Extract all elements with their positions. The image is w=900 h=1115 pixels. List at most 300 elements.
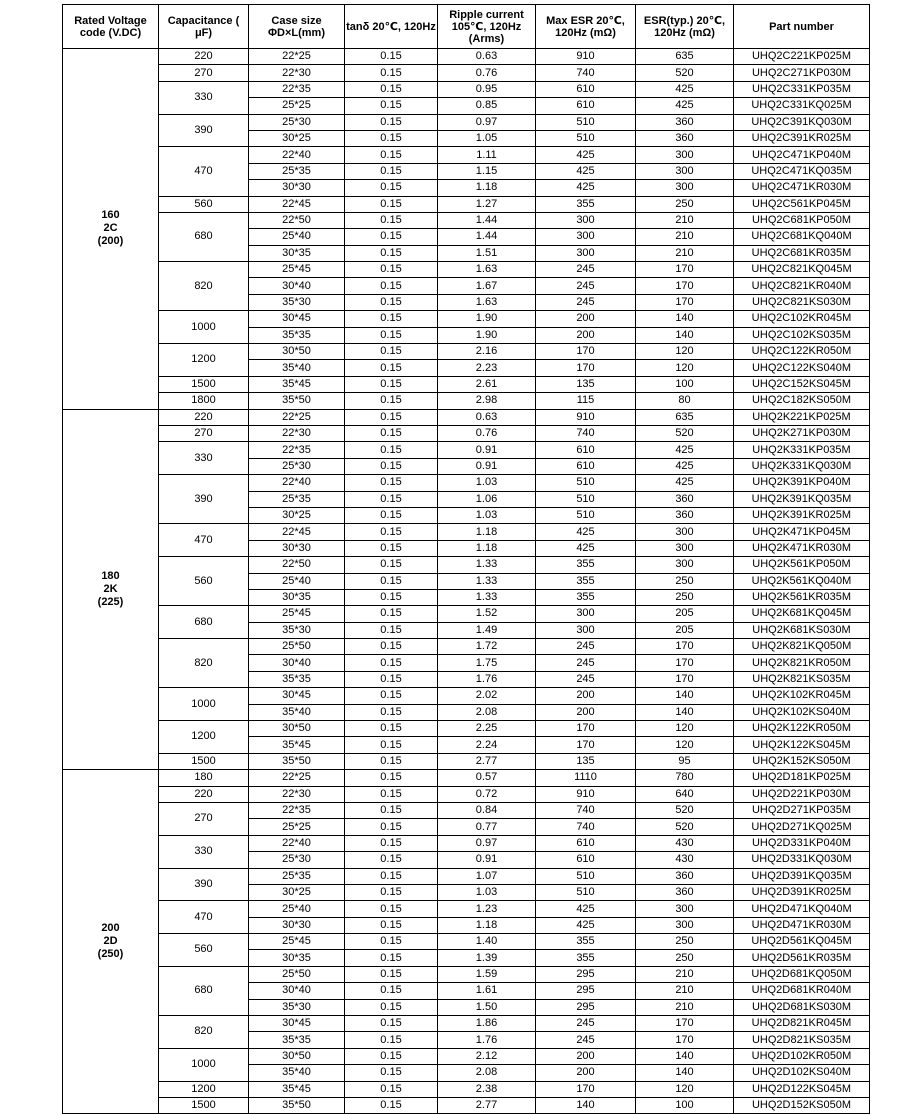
max-esr-cell: 610 bbox=[536, 458, 636, 474]
part-number-cell: UHQ2D102KS040M bbox=[734, 1065, 870, 1081]
max-esr-cell: 170 bbox=[536, 1081, 636, 1097]
esr-typ-cell: 360 bbox=[636, 884, 734, 900]
max-esr-cell: 910 bbox=[536, 409, 636, 425]
case-size-cell: 22*30 bbox=[249, 786, 345, 802]
ripple-current-cell: 1.40 bbox=[438, 934, 536, 950]
esr-typ-cell: 300 bbox=[636, 901, 734, 917]
max-esr-cell: 300 bbox=[536, 245, 636, 261]
max-esr-cell: 355 bbox=[536, 557, 636, 573]
case-size-cell: 22*35 bbox=[249, 442, 345, 458]
tan-delta-cell: 0.15 bbox=[345, 835, 438, 851]
tan-delta-cell: 0.15 bbox=[345, 458, 438, 474]
capacitance-cell: 1500 bbox=[159, 753, 249, 769]
part-number-cell: UHQ2K391KQ035M bbox=[734, 491, 870, 507]
part-number-cell: UHQ2D331KQ030M bbox=[734, 852, 870, 868]
ripple-current-cell: 0.63 bbox=[438, 409, 536, 425]
tan-delta-cell: 0.15 bbox=[345, 573, 438, 589]
ripple-current-cell: 2.12 bbox=[438, 1048, 536, 1064]
case-size-cell: 22*45 bbox=[249, 196, 345, 212]
table-row bbox=[63, 344, 870, 360]
case-size-cell: 35*35 bbox=[249, 1032, 345, 1048]
tan-delta-cell: 0.15 bbox=[345, 49, 438, 65]
ripple-current-cell: 1.18 bbox=[438, 524, 536, 540]
case-size-cell: 30*40 bbox=[249, 278, 345, 294]
tan-delta-cell: 0.15 bbox=[345, 688, 438, 704]
esr-typ-cell: 250 bbox=[636, 589, 734, 605]
max-esr-cell: 170 bbox=[536, 737, 636, 753]
esr-typ-cell: 140 bbox=[636, 311, 734, 327]
ripple-current-cell: 0.91 bbox=[438, 458, 536, 474]
table-row bbox=[63, 770, 870, 786]
max-esr-cell: 135 bbox=[536, 753, 636, 769]
ripple-current-cell: 1.59 bbox=[438, 966, 536, 982]
case-size-cell: 30*40 bbox=[249, 983, 345, 999]
esr-typ-cell: 140 bbox=[636, 327, 734, 343]
esr-typ-cell: 170 bbox=[636, 671, 734, 687]
max-esr-cell: 510 bbox=[536, 475, 636, 491]
part-number-cell: UHQ2C391KR025M bbox=[734, 130, 870, 146]
ripple-current-cell: 2.61 bbox=[438, 376, 536, 392]
table-row bbox=[63, 868, 870, 884]
tan-delta-cell: 0.15 bbox=[345, 262, 438, 278]
table-row bbox=[63, 753, 870, 769]
max-esr-cell: 170 bbox=[536, 360, 636, 376]
tan-delta-cell: 0.15 bbox=[345, 229, 438, 245]
capacitance-cell: 180 bbox=[159, 770, 249, 786]
tan-delta-cell: 0.15 bbox=[345, 639, 438, 655]
tan-delta-cell: 0.15 bbox=[345, 360, 438, 376]
ripple-current-cell: 1.07 bbox=[438, 868, 536, 884]
part-number-cell: UHQ2K821KS035M bbox=[734, 671, 870, 687]
part-number-cell: UHQ2K561KP050M bbox=[734, 557, 870, 573]
part-number-cell: UHQ2K391KP040M bbox=[734, 475, 870, 491]
case-size-cell: 30*30 bbox=[249, 180, 345, 196]
table-row bbox=[63, 81, 870, 97]
case-size-cell: 35*30 bbox=[249, 622, 345, 638]
rated-voltage-line: 2K bbox=[103, 582, 118, 595]
part-number-cell: UHQ2D271KP035M bbox=[734, 802, 870, 818]
max-esr-cell: 245 bbox=[536, 278, 636, 294]
case-size-cell: 35*50 bbox=[249, 393, 345, 409]
capacitance-cell: 470 bbox=[159, 901, 249, 934]
tan-delta-cell: 0.15 bbox=[345, 802, 438, 818]
esr-typ-cell: 635 bbox=[636, 49, 734, 65]
max-esr-cell: 245 bbox=[536, 1032, 636, 1048]
ripple-current-cell: 1.05 bbox=[438, 130, 536, 146]
table-row bbox=[63, 65, 870, 81]
capacitance-cell: 1200 bbox=[159, 344, 249, 377]
header-max-esr: Max ESR 20℃, 120Hz (mΩ) bbox=[536, 5, 636, 49]
ripple-current-cell: 2.23 bbox=[438, 360, 536, 376]
max-esr-cell: 510 bbox=[536, 491, 636, 507]
esr-typ-cell: 170 bbox=[636, 1016, 734, 1032]
ripple-current-cell: 1.50 bbox=[438, 999, 536, 1015]
max-esr-cell: 910 bbox=[536, 49, 636, 65]
case-size-cell: 22*40 bbox=[249, 475, 345, 491]
esr-typ-cell: 250 bbox=[636, 934, 734, 950]
capacitance-cell: 820 bbox=[159, 639, 249, 688]
max-esr-cell: 200 bbox=[536, 311, 636, 327]
ripple-current-cell: 1.44 bbox=[438, 229, 536, 245]
part-number-cell: UHQ2D331KP040M bbox=[734, 835, 870, 851]
ripple-current-cell: 1.03 bbox=[438, 507, 536, 523]
part-number-cell: UHQ2K102KR045M bbox=[734, 688, 870, 704]
part-number-cell: UHQ2D391KR025M bbox=[734, 884, 870, 900]
esr-typ-cell: 140 bbox=[636, 688, 734, 704]
capacitance-cell: 390 bbox=[159, 475, 249, 524]
esr-typ-cell: 170 bbox=[636, 639, 734, 655]
header-row bbox=[63, 5, 870, 49]
case-size-cell: 22*30 bbox=[249, 65, 345, 81]
max-esr-cell: 510 bbox=[536, 507, 636, 523]
tan-delta-cell: 0.15 bbox=[345, 999, 438, 1015]
esr-typ-cell: 425 bbox=[636, 442, 734, 458]
max-esr-cell: 510 bbox=[536, 130, 636, 146]
ripple-current-cell: 2.98 bbox=[438, 393, 536, 409]
esr-typ-cell: 360 bbox=[636, 130, 734, 146]
table-row bbox=[63, 393, 870, 409]
part-number-cell: UHQ2K821KQ050M bbox=[734, 639, 870, 655]
ripple-current-cell: 2.02 bbox=[438, 688, 536, 704]
case-size-cell: 30*50 bbox=[249, 721, 345, 737]
max-esr-cell: 245 bbox=[536, 294, 636, 310]
esr-typ-cell: 360 bbox=[636, 114, 734, 130]
part-number-cell: UHQ2K122KR050M bbox=[734, 721, 870, 737]
max-esr-cell: 140 bbox=[536, 1098, 636, 1114]
part-number-cell: UHQ2K471KR030M bbox=[734, 540, 870, 556]
case-size-cell: 22*50 bbox=[249, 212, 345, 228]
ripple-current-cell: 0.76 bbox=[438, 425, 536, 441]
tan-delta-cell: 0.15 bbox=[345, 327, 438, 343]
part-number-cell: UHQ2K471KP045M bbox=[734, 524, 870, 540]
max-esr-cell: 200 bbox=[536, 1065, 636, 1081]
part-number-cell: UHQ2C152KS045M bbox=[734, 376, 870, 392]
esr-typ-cell: 300 bbox=[636, 524, 734, 540]
ripple-current-cell: 2.77 bbox=[438, 753, 536, 769]
part-number-cell: UHQ2C331KP035M bbox=[734, 81, 870, 97]
part-number-cell: UHQ2C331KQ025M bbox=[734, 98, 870, 114]
esr-typ-cell: 360 bbox=[636, 507, 734, 523]
max-esr-cell: 300 bbox=[536, 606, 636, 622]
esr-typ-cell: 170 bbox=[636, 655, 734, 671]
table-row bbox=[63, 425, 870, 441]
tan-delta-cell: 0.15 bbox=[345, 130, 438, 146]
max-esr-cell: 200 bbox=[536, 704, 636, 720]
max-esr-cell: 740 bbox=[536, 65, 636, 81]
ripple-current-cell: 1.76 bbox=[438, 671, 536, 687]
tan-delta-cell: 0.15 bbox=[345, 622, 438, 638]
ripple-current-cell: 0.57 bbox=[438, 770, 536, 786]
table-row bbox=[63, 409, 870, 425]
rated-voltage-line: 200 bbox=[101, 922, 120, 935]
ripple-current-cell: 0.85 bbox=[438, 98, 536, 114]
capacitance-cell: 1800 bbox=[159, 393, 249, 409]
esr-typ-cell: 95 bbox=[636, 753, 734, 769]
capacitance-cell: 1500 bbox=[159, 376, 249, 392]
capacitance-cell: 820 bbox=[159, 1016, 249, 1049]
case-size-cell: 30*45 bbox=[249, 311, 345, 327]
ripple-current-cell: 0.91 bbox=[438, 852, 536, 868]
case-size-cell: 25*45 bbox=[249, 934, 345, 950]
max-esr-cell: 245 bbox=[536, 262, 636, 278]
table-row bbox=[63, 212, 870, 228]
capacitance-cell: 560 bbox=[159, 196, 249, 212]
ripple-current-cell: 0.63 bbox=[438, 49, 536, 65]
max-esr-cell: 425 bbox=[536, 540, 636, 556]
part-number-cell: UHQ2C102KS035M bbox=[734, 327, 870, 343]
ripple-current-cell: 1.03 bbox=[438, 475, 536, 491]
max-esr-cell: 425 bbox=[536, 917, 636, 933]
case-size-cell: 25*50 bbox=[249, 639, 345, 655]
table-row bbox=[63, 376, 870, 392]
case-size-cell: 25*50 bbox=[249, 966, 345, 982]
tan-delta-cell: 0.15 bbox=[345, 852, 438, 868]
tan-delta-cell: 0.15 bbox=[345, 917, 438, 933]
tan-delta-cell: 0.15 bbox=[345, 311, 438, 327]
ripple-current-cell: 1.06 bbox=[438, 491, 536, 507]
esr-typ-cell: 520 bbox=[636, 802, 734, 818]
tan-delta-cell: 0.15 bbox=[345, 1098, 438, 1114]
table-row bbox=[63, 442, 870, 458]
table-row bbox=[63, 786, 870, 802]
header-part-number: Part number bbox=[734, 5, 870, 49]
ripple-current-cell: 2.16 bbox=[438, 344, 536, 360]
ripple-current-cell: 2.24 bbox=[438, 737, 536, 753]
ripple-current-cell: 1.44 bbox=[438, 212, 536, 228]
ripple-current-cell: 1.63 bbox=[438, 294, 536, 310]
table-row bbox=[63, 557, 870, 573]
esr-typ-cell: 430 bbox=[636, 835, 734, 851]
case-size-cell: 35*45 bbox=[249, 737, 345, 753]
case-size-cell: 25*25 bbox=[249, 819, 345, 835]
case-size-cell: 30*40 bbox=[249, 655, 345, 671]
ripple-current-cell: 1.49 bbox=[438, 622, 536, 638]
table-row bbox=[63, 1081, 870, 1097]
esr-typ-cell: 300 bbox=[636, 147, 734, 163]
ripple-current-cell: 2.77 bbox=[438, 1098, 536, 1114]
ripple-current-cell: 1.86 bbox=[438, 1016, 536, 1032]
ripple-current-cell: 0.97 bbox=[438, 114, 536, 130]
esr-typ-cell: 425 bbox=[636, 81, 734, 97]
part-number-cell: UHQ2K681KS030M bbox=[734, 622, 870, 638]
esr-typ-cell: 250 bbox=[636, 950, 734, 966]
tan-delta-cell: 0.15 bbox=[345, 557, 438, 573]
case-size-cell: 22*35 bbox=[249, 81, 345, 97]
tan-delta-cell: 0.15 bbox=[345, 589, 438, 605]
part-number-cell: UHQ2D681KS030M bbox=[734, 999, 870, 1015]
esr-typ-cell: 120 bbox=[636, 1081, 734, 1097]
case-size-cell: 25*45 bbox=[249, 262, 345, 278]
esr-typ-cell: 210 bbox=[636, 999, 734, 1015]
case-size-cell: 30*25 bbox=[249, 130, 345, 146]
ripple-current-cell: 0.97 bbox=[438, 835, 536, 851]
max-esr-cell: 910 bbox=[536, 786, 636, 802]
tan-delta-cell: 0.15 bbox=[345, 786, 438, 802]
case-size-cell: 30*35 bbox=[249, 950, 345, 966]
tan-delta-cell: 0.15 bbox=[345, 278, 438, 294]
part-number-cell: UHQ2D122KS045M bbox=[734, 1081, 870, 1097]
ripple-current-cell: 1.15 bbox=[438, 163, 536, 179]
max-esr-cell: 510 bbox=[536, 114, 636, 130]
case-size-cell: 22*50 bbox=[249, 557, 345, 573]
ripple-current-cell: 1.23 bbox=[438, 901, 536, 917]
max-esr-cell: 1110 bbox=[536, 770, 636, 786]
ripple-current-cell: 2.25 bbox=[438, 721, 536, 737]
capacitance-cell: 470 bbox=[159, 147, 249, 196]
esr-typ-cell: 520 bbox=[636, 65, 734, 81]
part-number-cell: UHQ2D152KS050M bbox=[734, 1098, 870, 1114]
tan-delta-cell: 0.15 bbox=[345, 655, 438, 671]
case-size-cell: 30*45 bbox=[249, 688, 345, 704]
case-size-cell: 25*40 bbox=[249, 573, 345, 589]
ripple-current-cell: 0.91 bbox=[438, 442, 536, 458]
esr-typ-cell: 520 bbox=[636, 425, 734, 441]
max-esr-cell: 115 bbox=[536, 393, 636, 409]
ripple-current-cell: 0.76 bbox=[438, 65, 536, 81]
capacitance-cell: 1000 bbox=[159, 688, 249, 721]
esr-typ-cell: 120 bbox=[636, 721, 734, 737]
table-row bbox=[63, 966, 870, 982]
max-esr-cell: 245 bbox=[536, 1016, 636, 1032]
esr-typ-cell: 140 bbox=[636, 1048, 734, 1064]
part-number-cell: UHQ2K821KR050M bbox=[734, 655, 870, 671]
case-size-cell: 30*30 bbox=[249, 917, 345, 933]
esr-typ-cell: 210 bbox=[636, 229, 734, 245]
tan-delta-cell: 0.15 bbox=[345, 524, 438, 540]
part-number-cell: UHQ2C102KR045M bbox=[734, 311, 870, 327]
esr-typ-cell: 170 bbox=[636, 294, 734, 310]
ripple-current-cell: 2.38 bbox=[438, 1081, 536, 1097]
capacitance-cell: 560 bbox=[159, 557, 249, 606]
tan-delta-cell: 0.15 bbox=[345, 934, 438, 950]
esr-typ-cell: 425 bbox=[636, 475, 734, 491]
rated-voltage-line: 2D bbox=[103, 935, 118, 948]
max-esr-cell: 135 bbox=[536, 376, 636, 392]
esr-typ-cell: 250 bbox=[636, 196, 734, 212]
tan-delta-cell: 0.15 bbox=[345, 671, 438, 687]
esr-typ-cell: 210 bbox=[636, 245, 734, 261]
table-row bbox=[63, 196, 870, 212]
part-number-cell: UHQ2K271KP030M bbox=[734, 425, 870, 441]
case-size-cell: 30*45 bbox=[249, 1016, 345, 1032]
rated-voltage-cell bbox=[63, 409, 159, 770]
part-number-cell: UHQ2K102KS040M bbox=[734, 704, 870, 720]
case-size-cell: 30*30 bbox=[249, 540, 345, 556]
esr-typ-cell: 210 bbox=[636, 983, 734, 999]
case-size-cell: 35*40 bbox=[249, 704, 345, 720]
esr-typ-cell: 300 bbox=[636, 557, 734, 573]
esr-typ-cell: 300 bbox=[636, 180, 734, 196]
tan-delta-cell: 0.15 bbox=[345, 425, 438, 441]
case-size-cell: 22*40 bbox=[249, 147, 345, 163]
ripple-current-cell: 1.27 bbox=[438, 196, 536, 212]
part-number-cell: UHQ2C821KQ045M bbox=[734, 262, 870, 278]
tan-delta-cell: 0.15 bbox=[345, 65, 438, 81]
max-esr-cell: 425 bbox=[536, 147, 636, 163]
case-size-cell: 35*30 bbox=[249, 294, 345, 310]
part-number-cell: UHQ2K681KQ045M bbox=[734, 606, 870, 622]
header-case-size: Case size ΦD×L(mm) bbox=[249, 5, 345, 49]
max-esr-cell: 740 bbox=[536, 819, 636, 835]
capacitance-cell: 470 bbox=[159, 524, 249, 557]
part-number-cell: UHQ2K221KP025M bbox=[734, 409, 870, 425]
capacitance-cell: 220 bbox=[159, 49, 249, 65]
case-size-cell: 30*35 bbox=[249, 589, 345, 605]
tan-delta-cell: 0.15 bbox=[345, 491, 438, 507]
esr-typ-cell: 170 bbox=[636, 278, 734, 294]
ripple-current-cell: 1.51 bbox=[438, 245, 536, 261]
case-size-cell: 30*25 bbox=[249, 507, 345, 523]
tan-delta-cell: 0.15 bbox=[345, 212, 438, 228]
part-number-cell: UHQ2C182KS050M bbox=[734, 393, 870, 409]
max-esr-cell: 610 bbox=[536, 835, 636, 851]
part-number-cell: UHQ2D221KP030M bbox=[734, 786, 870, 802]
header-ripple-current: Ripple current 105℃, 120Hz (Arms) bbox=[438, 5, 536, 49]
tan-delta-cell: 0.15 bbox=[345, 1065, 438, 1081]
case-size-cell: 25*25 bbox=[249, 98, 345, 114]
max-esr-cell: 295 bbox=[536, 999, 636, 1015]
header-tan-delta: tanδ 20℃, 120Hz bbox=[345, 5, 438, 49]
esr-typ-cell: 140 bbox=[636, 1065, 734, 1081]
case-size-cell: 35*35 bbox=[249, 671, 345, 687]
esr-typ-cell: 210 bbox=[636, 212, 734, 228]
part-number-cell: UHQ2K561KR035M bbox=[734, 589, 870, 605]
tan-delta-cell: 0.15 bbox=[345, 147, 438, 163]
tan-delta-cell: 0.15 bbox=[345, 245, 438, 261]
max-esr-cell: 355 bbox=[536, 950, 636, 966]
ripple-current-cell: 2.08 bbox=[438, 704, 536, 720]
max-esr-cell: 295 bbox=[536, 983, 636, 999]
tan-delta-cell: 0.15 bbox=[345, 606, 438, 622]
tan-delta-cell: 0.15 bbox=[345, 507, 438, 523]
part-number-cell: UHQ2C391KQ030M bbox=[734, 114, 870, 130]
case-size-cell: 35*35 bbox=[249, 327, 345, 343]
case-size-cell: 25*40 bbox=[249, 901, 345, 917]
ripple-current-cell: 1.63 bbox=[438, 262, 536, 278]
case-size-cell: 25*30 bbox=[249, 852, 345, 868]
table-row bbox=[63, 1016, 870, 1032]
ripple-current-cell: 1.52 bbox=[438, 606, 536, 622]
max-esr-cell: 245 bbox=[536, 655, 636, 671]
part-number-cell: UHQ2D181KP025M bbox=[734, 770, 870, 786]
max-esr-cell: 740 bbox=[536, 802, 636, 818]
esr-typ-cell: 780 bbox=[636, 770, 734, 786]
tan-delta-cell: 0.15 bbox=[345, 294, 438, 310]
part-number-cell: UHQ2D821KS035M bbox=[734, 1032, 870, 1048]
tan-delta-cell: 0.15 bbox=[345, 868, 438, 884]
header-esr-typ: ESR(typ.) 20℃, 120Hz (mΩ) bbox=[636, 5, 734, 49]
max-esr-cell: 425 bbox=[536, 180, 636, 196]
part-number-cell: UHQ2D102KR050M bbox=[734, 1048, 870, 1064]
capacitance-cell: 560 bbox=[159, 934, 249, 967]
table-row bbox=[63, 147, 870, 163]
capacitance-cell: 1200 bbox=[159, 1081, 249, 1097]
max-esr-cell: 425 bbox=[536, 901, 636, 917]
table-row bbox=[63, 835, 870, 851]
tan-delta-cell: 0.15 bbox=[345, 1048, 438, 1064]
part-number-cell: UHQ2C271KP030M bbox=[734, 65, 870, 81]
ripple-current-cell: 1.39 bbox=[438, 950, 536, 966]
tan-delta-cell: 0.15 bbox=[345, 753, 438, 769]
ripple-current-cell: 0.77 bbox=[438, 819, 536, 835]
tan-delta-cell: 0.15 bbox=[345, 393, 438, 409]
max-esr-cell: 245 bbox=[536, 671, 636, 687]
case-size-cell: 25*30 bbox=[249, 114, 345, 130]
ripple-current-cell: 1.76 bbox=[438, 1032, 536, 1048]
part-number-cell: UHQ2D561KR035M bbox=[734, 950, 870, 966]
rated-voltage-cell bbox=[63, 770, 159, 1114]
part-number-cell: UHQ2C471KQ035M bbox=[734, 163, 870, 179]
